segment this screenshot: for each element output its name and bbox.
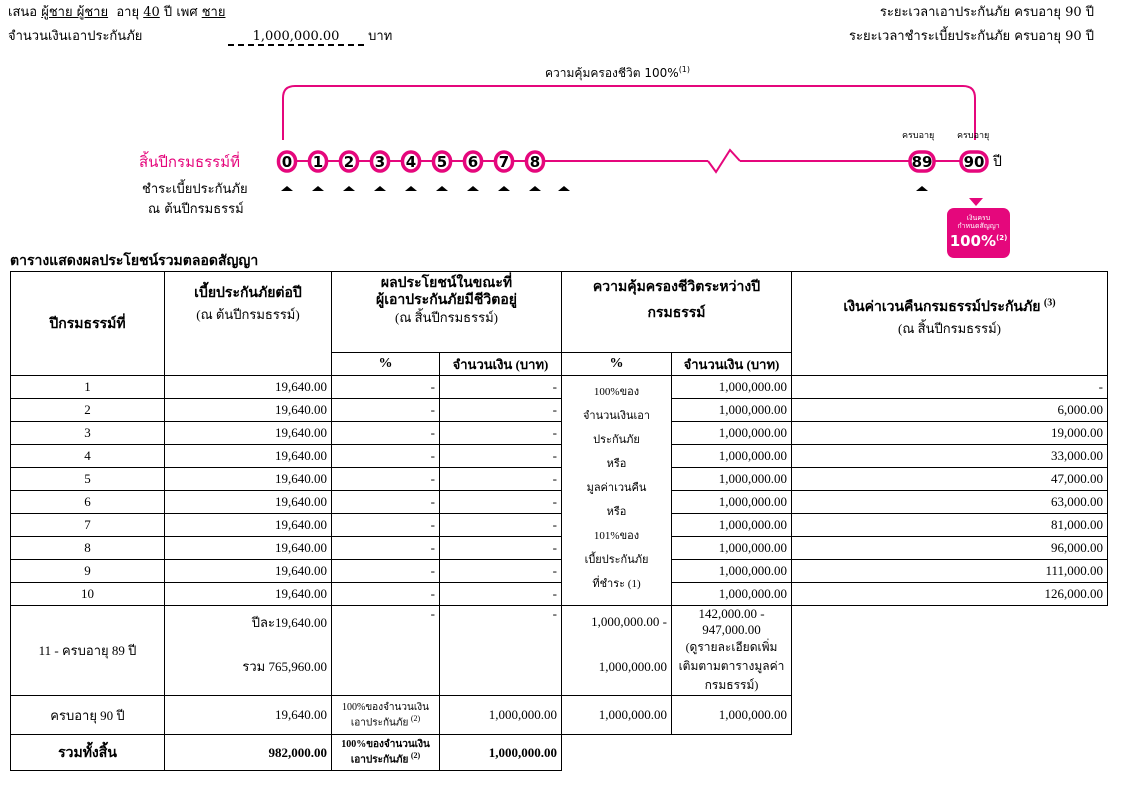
table-title: ตารางแสดงผลประโยชน์รวมตลอดสัญญา <box>10 254 259 269</box>
sub-living-amount <box>440 353 562 376</box>
row-premium: 19,640.00 <box>165 514 332 537</box>
coverage-period: ระยะเวลาเอาประกันภัย ครบอายุ 90 ปี <box>879 5 1094 20</box>
premium-arrow <box>374 186 386 191</box>
row-premium: 19,640.00 <box>165 445 332 468</box>
year-unit: ปี <box>993 154 1002 170</box>
sub-living-pct: % <box>332 353 440 376</box>
row-premium: 19,640.00 <box>165 560 332 583</box>
insured-name: ผู้ชาย ผู้ชาย <box>41 5 109 20</box>
row-living-amount: - <box>440 399 562 422</box>
maturity-living-note: (2) <box>410 713 421 723</box>
row-year: 5 <box>11 468 165 491</box>
row-death: 1,000,000.00 <box>672 537 792 560</box>
year-marker-label: 3 <box>374 153 386 171</box>
range-living-amount: - <box>440 606 562 696</box>
maturity-living-pct-2: เอาประกันภัย <box>350 717 409 729</box>
row-premium: 19,640.00 <box>165 422 332 445</box>
table-row <box>11 445 1108 468</box>
maturity-premium: 19,640.00 <box>165 696 332 735</box>
row-surrender: 63,000.00 <box>792 491 1108 514</box>
premium-arrow <box>436 186 448 191</box>
range-premium-1: ปีละ19,640.00 <box>165 606 332 639</box>
maturity-pct: 100% <box>949 232 997 250</box>
death-pct-line: จำนวนเงินเอา <box>582 410 651 422</box>
header-living-2: ผู้เอาประกันภัยมีชีวิตอยู่ <box>376 293 517 308</box>
row-premium: 19,640.00 <box>165 491 332 514</box>
premium-arrow <box>281 186 293 191</box>
age-label: อายุ <box>116 5 140 20</box>
total-living-pct-1: 100%ของจำนวนเงิน <box>341 739 430 751</box>
year-marker-label: 1 <box>312 153 324 171</box>
sum-label: จำนวนเงินเอาประกันภัย <box>8 29 143 44</box>
premium-arrow <box>467 186 479 191</box>
age-value: 40 <box>143 5 160 20</box>
row-living-pct: - <box>332 537 440 560</box>
sub-living-amount-text: จำนวนเงิน (บาท) <box>452 356 549 372</box>
row-death: 1,000,000.00 <box>672 399 792 422</box>
row-premium: 19,640.00 <box>165 468 332 491</box>
header-year <box>11 272 165 376</box>
maturity-line2: กำหนดสัญญา <box>957 222 1000 230</box>
maturity-living-pct <box>332 696 440 735</box>
sex-label: เพศ <box>176 5 198 20</box>
row-living-pct: - <box>332 514 440 537</box>
timeline-break <box>708 150 740 172</box>
sex-value: ชาย <box>201 5 226 20</box>
header-living <box>332 272 562 353</box>
row-surrender: 126,000.00 <box>792 583 1108 606</box>
maturity-living-amount: 1,000,000.00 <box>440 696 562 735</box>
maturity-death: 1,000,000.00 <box>562 696 672 735</box>
table-row <box>11 468 1108 491</box>
year-marker-label: 5 <box>436 153 448 171</box>
row-living-pct: - <box>332 399 440 422</box>
coverage-note: (1) <box>678 65 691 74</box>
maturity-year: ครบอายุ 90 ปี <box>11 696 165 735</box>
death-pct-line: 100%ของ <box>593 386 640 398</box>
age-label-89: ครบอายุ <box>902 131 935 141</box>
row-living-pct: - <box>332 422 440 445</box>
age-label-90: ครบอายุ <box>957 131 990 141</box>
header-living-1: ผลประโยชน์ในขณะที่ <box>380 276 513 291</box>
maturity-pct-wrap <box>947 230 1010 250</box>
row-surrender: 19,000.00 <box>792 422 1108 445</box>
policy-year-label: สิ้นปีกรมธรรม์ที่ <box>139 153 241 171</box>
range-death-1: 1,000,000.00 - <box>562 606 672 639</box>
death-pct-line: หรือ <box>606 506 627 518</box>
year-marker-label: 0 <box>281 153 293 171</box>
coverage-bracket <box>283 86 975 140</box>
row-surrender: - <box>792 376 1108 399</box>
range-premium-2: รวม 765,960.00 <box>165 638 332 696</box>
sum-value: 1,000,000.00 <box>228 29 364 46</box>
premium-arrow <box>343 186 355 191</box>
year-marker-label: 4 <box>405 153 417 171</box>
premium-arrow <box>529 186 541 191</box>
sub-death-amount: จำนวนเงิน (บาท) <box>672 353 792 376</box>
death-pct-line: 101%ของ <box>593 530 640 542</box>
row-living-amount: - <box>440 491 562 514</box>
row-living-pct: - <box>332 468 440 491</box>
row-living-pct: - <box>332 445 440 468</box>
row-living-amount: - <box>440 537 562 560</box>
range-death-2: 1,000,000.00 <box>562 638 672 696</box>
header-living-3: (ณ สิ้นปีกรมธรรม์) <box>395 310 498 325</box>
maturity-note: (2) <box>996 234 1008 242</box>
maturity-line1: เงินครบ <box>966 214 991 222</box>
premium-arrow <box>312 186 324 191</box>
benefit-table <box>10 271 1108 771</box>
header-surrender-1: เงินค่าเวนคืนกรมธรรม์ประกันภัย <box>843 300 1041 315</box>
offer-prefix: เสนอ <box>8 5 38 20</box>
total-living-pct <box>332 735 440 771</box>
total-empty-1 <box>562 735 672 771</box>
row-year: 4 <box>11 445 165 468</box>
range-surrender-2: (ดูรายละเอียดเพิ่มเติมตามตารางมูลค่ากรมธรรม์) <box>672 638 792 696</box>
row-surrender: 33,000.00 <box>792 445 1108 468</box>
row-death: 1,000,000.00 <box>672 491 792 514</box>
row-death: 1,000,000.00 <box>672 583 792 606</box>
total-empty-2 <box>672 735 792 771</box>
premium-label-1: ชำระเบี้ยประกันภัย <box>142 182 248 197</box>
premium-arrow <box>405 186 417 191</box>
death-pct-line: หรือ <box>606 458 627 470</box>
row-death: 1,000,000.00 <box>672 376 792 399</box>
total-premium: 982,000.00 <box>165 735 332 771</box>
row-living-amount: - <box>440 514 562 537</box>
sum-unit: บาท <box>368 29 393 44</box>
header-premium <box>165 272 332 376</box>
header-surrender-2: (ณ สิ้นปีกรมธรรม์) <box>898 321 1001 336</box>
row-year: 9 <box>11 560 165 583</box>
header-death <box>562 272 792 353</box>
row-living-pct: - <box>332 560 440 583</box>
year-marker-label: 89 <box>911 153 933 171</box>
death-pct-line: ประกันภัย <box>593 434 640 446</box>
maturity-badge <box>947 208 1010 258</box>
total-living-pct-2: เอาประกันภัย <box>350 754 409 766</box>
row-death: 1,000,000.00 <box>672 514 792 537</box>
premium-label-2: ณ ต้นปีกรมธรรม์ <box>148 202 244 217</box>
row-death: 1,000,000.00 <box>672 560 792 583</box>
row-living-amount: - <box>440 445 562 468</box>
death-pct-line: ที่ชำระ (1) <box>592 578 641 590</box>
maturity-living-pct-1: 100%ของจำนวนเงิน <box>342 701 429 713</box>
payment-period: ระยะเวลาชำระเบี้ยประกันภัย ครบอายุ 90 ปี <box>849 29 1094 44</box>
coverage-label <box>545 64 690 83</box>
table-row <box>11 560 1108 583</box>
row-living-amount: - <box>440 468 562 491</box>
year-marker-label: 6 <box>467 153 479 171</box>
row-year: 8 <box>11 537 165 560</box>
table-row <box>11 376 1108 399</box>
row-year: 7 <box>11 514 165 537</box>
premium-arrow <box>916 186 928 191</box>
row-premium: 19,640.00 <box>165 399 332 422</box>
header-premium-2: (ณ ต้นปีกรมธรรม์) <box>196 307 300 322</box>
table-row <box>11 514 1108 537</box>
row-living-amount: - <box>440 422 562 445</box>
header-death-1: ความคุ้มครองชีวิตระหว่างปี <box>592 280 761 295</box>
premium-arrow <box>558 186 570 191</box>
range-year-text: 11 - ครบอายุ 89 ปี <box>38 643 137 658</box>
maturity-arrow <box>969 198 983 206</box>
row-year: 2 <box>11 399 165 422</box>
row-year: 1 <box>11 376 165 399</box>
row-year: 3 <box>11 422 165 445</box>
coverage-label-text: ความคุ้มครองชีวิต 100% <box>545 66 679 80</box>
table-row <box>11 583 1108 606</box>
row-premium: 19,640.00 <box>165 376 332 399</box>
total-living-amount: 1,000,000.00 <box>440 735 562 771</box>
year-marker-label: 90 <box>963 153 985 171</box>
row-living-amount: - <box>440 560 562 583</box>
row-surrender: 81,000.00 <box>792 514 1108 537</box>
row-death: 1,000,000.00 <box>672 468 792 491</box>
age-unit: ปี <box>163 5 173 20</box>
header-surrender <box>792 272 1108 376</box>
total-label: รวมทั้งสิ้น <box>11 735 165 771</box>
death-pct-line: เบี้ยประกันภัย <box>584 554 649 566</box>
row-living-amount: - <box>440 376 562 399</box>
table-row <box>11 491 1108 514</box>
header-death-2: กรมธรรม์ <box>647 306 706 321</box>
maturity-surrender: 1,000,000.00 <box>672 696 792 735</box>
row-premium: 19,640.00 <box>165 537 332 560</box>
row-living-amount: - <box>440 583 562 606</box>
row-surrender: 111,000.00 <box>792 560 1108 583</box>
death-pct-note <box>562 376 672 606</box>
row-surrender: 6,000.00 <box>792 399 1108 422</box>
range-surrender-1: 142,000.00 - 947,000.00 <box>672 606 792 639</box>
death-pct-line: มูลค่าเวนคืน <box>586 482 647 494</box>
premium-arrow <box>498 186 510 191</box>
year-marker-label: 7 <box>498 153 510 171</box>
range-living-pct: - <box>332 606 440 696</box>
header-year-text: ปีกรมธรรม์ที่ <box>49 316 126 332</box>
year-marker-label: 8 <box>529 153 541 171</box>
row-living-pct: - <box>332 376 440 399</box>
row-death: 1,000,000.00 <box>672 445 792 468</box>
year-marker-label: 2 <box>343 153 355 171</box>
row-year: 10 <box>11 583 165 606</box>
table-row <box>11 422 1108 445</box>
header-surrender-note: (3) <box>1043 297 1056 309</box>
row-surrender: 96,000.00 <box>792 537 1108 560</box>
sub-death-pct: % <box>562 353 672 376</box>
table-row <box>11 537 1108 560</box>
row-premium: 19,640.00 <box>165 583 332 606</box>
row-living-pct: - <box>332 491 440 514</box>
row-living-pct: - <box>332 583 440 606</box>
header-premium-1: เบี้ยประกันภัยต่อปี <box>194 286 302 301</box>
total-living-note: (2) <box>410 751 421 761</box>
range-year <box>11 606 165 696</box>
row-year: 6 <box>11 491 165 514</box>
row-surrender: 47,000.00 <box>792 468 1108 491</box>
table-row <box>11 399 1108 422</box>
row-death: 1,000,000.00 <box>672 422 792 445</box>
